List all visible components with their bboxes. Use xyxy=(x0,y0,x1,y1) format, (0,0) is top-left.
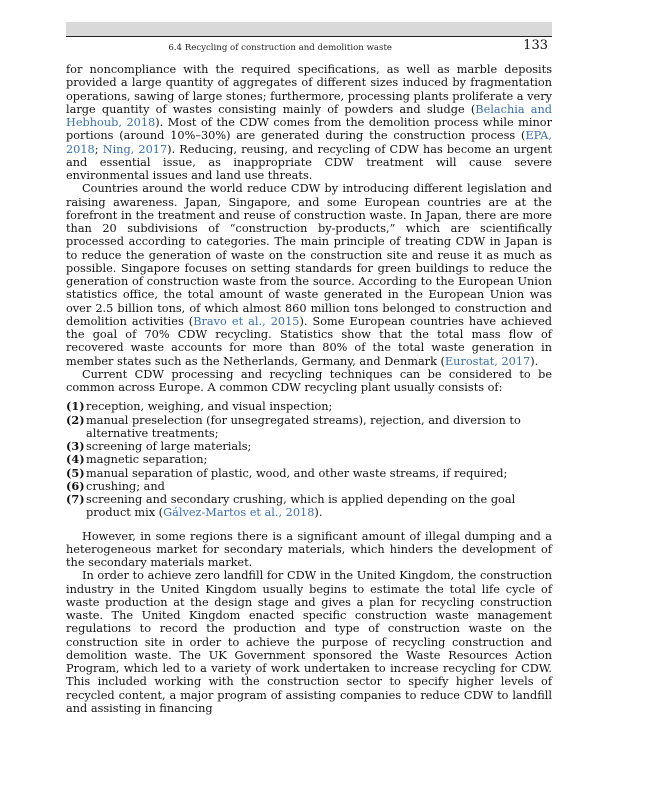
list-text: screening of large materials; xyxy=(86,440,252,453)
text-run: ). xyxy=(530,354,539,368)
text-run: ). xyxy=(314,506,323,520)
list-text: crushing; and xyxy=(86,479,165,493)
list-number: (6) xyxy=(66,478,85,493)
list-item xyxy=(66,440,552,453)
list-item xyxy=(66,400,552,413)
list-item xyxy=(66,493,552,520)
citation-link[interactable]: EPA, 2018 xyxy=(66,129,552,156)
page-header xyxy=(66,36,552,55)
list-item xyxy=(66,467,552,480)
paragraph-3: Current CDW processing and recycling techniques can be considered to be common across Europe. A common CDW recycling plant usually consists of: xyxy=(66,367,552,394)
list-number: (4) xyxy=(66,452,85,467)
text-run: ). Most of the CDW comes from the demolition process while minor portions (around 10%–30%) are generated during the construction process ( xyxy=(66,116,552,143)
list-number: (5) xyxy=(66,465,85,480)
text-run: Countries around the world reduce CDW by introducing different legislation and raising awareness. Japan, Singapore, and some European countries are at the forefront in the treatment and reuse of construction waste. In Japan, there are more than 20 subdivisions of “construction by-products,” which are scientifically processed according to categories. The main principle of treating CDW in Japan is to reduce the generation of waste on the construction site and reuse it as much as possible. Singapore focuses on setting standards for green buildings to reduce the generation of construction waste from the source. According to the European Union statistics office, the total amount of waste generated in the European Union was over 2.5 billion tons, of which almost 860 million tons belonged to construction and demolition activities ( xyxy=(66,182,552,328)
page-number: 133 xyxy=(523,38,548,53)
list-text: manual preselection (for unsegregated streams), rejection, and diversion to alternative treatments; xyxy=(86,413,521,440)
text-run: screening and secondary crushing, which is applied depending on the goal product mix ( xyxy=(86,493,516,520)
citation-link[interactable]: Bravo et al., 2015 xyxy=(193,314,300,328)
running-head: 6.4 Recycling of construction and demolition waste xyxy=(168,43,392,53)
list-text xyxy=(86,493,552,520)
recycling-steps-list xyxy=(66,400,552,519)
text-run: ; xyxy=(94,142,103,156)
text-run: ). Some European countries have achieved the goal of 70% CDW recycling. Statistics show that the total mass flow of recovered waste accounts for more than 80% of the total waste generation in member states such as the Netherlands, Germany, and Denmark ( xyxy=(66,314,552,368)
list-item xyxy=(66,414,552,441)
list-text: reception, weighing, and visual inspection; xyxy=(86,400,333,414)
paragraph-4: However, in some regions there is a significant amount of illegal dumping and a heterogeneous market for secondary materials, which hinders the development of the secondary materials market. xyxy=(66,529,552,569)
text-run: ). Reducing, reusing, and recycling of CDW has become an urgent and essential issue, as inappropriate CDW treatment will cause severe environmental issues and land use threats. xyxy=(66,142,553,182)
list-item xyxy=(66,453,552,466)
list-number: (3) xyxy=(66,439,85,453)
top-gray-bar xyxy=(66,22,552,36)
citation-link[interactable]: Belachia and Hebhoub, 2018 xyxy=(66,102,553,129)
citation-link[interactable]: Gálvez-Martos et al., 2018 xyxy=(163,506,315,520)
text-run: for noncompliance with the required specifications, as well as marble deposits provided a large quantity of aggregates of different sizes induced by fragmentation operations, sawing of large stones; furthermore, processing plants proliferate a very large quantity of wastes consisting mainly of powders and sludge ( xyxy=(66,63,552,116)
body-text xyxy=(66,63,552,715)
list-text: manual separation of plastic, wood, and other waste streams, if required; xyxy=(86,466,508,480)
paragraph-1 xyxy=(66,63,552,182)
list-text: magnetic separation; xyxy=(86,453,208,467)
citation-link[interactable]: Eurostat, 2017 xyxy=(444,354,531,368)
paragraph-2 xyxy=(66,182,552,368)
list-item xyxy=(66,480,552,493)
list-number: (1) xyxy=(66,399,85,414)
citation-link[interactable]: Ning, 2017 xyxy=(102,142,168,156)
list-number: (2) xyxy=(66,412,85,427)
paragraph-5: In order to achieve zero landfill for CDW in the United Kingdom, the construction industry in the United Kingdom usually begins to estimate the total life cycle of waste production at the design stage and gives a plan for recycling construction waste. The United Kingdom enacted specific construction waste management regulations to record the production and type of construction waste on the construction site in order to achieve the purpose of recycling construction and demolition waste. The UK Government sponsored the Waste Resources Action Program, which led to a variety of work undertaken to increase recycling for CDW. This included working with the construction sector to specify higher levels of recycled content, a major program of assisting companies to reduce CDW to landfill and assisting in financing xyxy=(66,569,552,715)
list-number: (7) xyxy=(66,492,85,506)
